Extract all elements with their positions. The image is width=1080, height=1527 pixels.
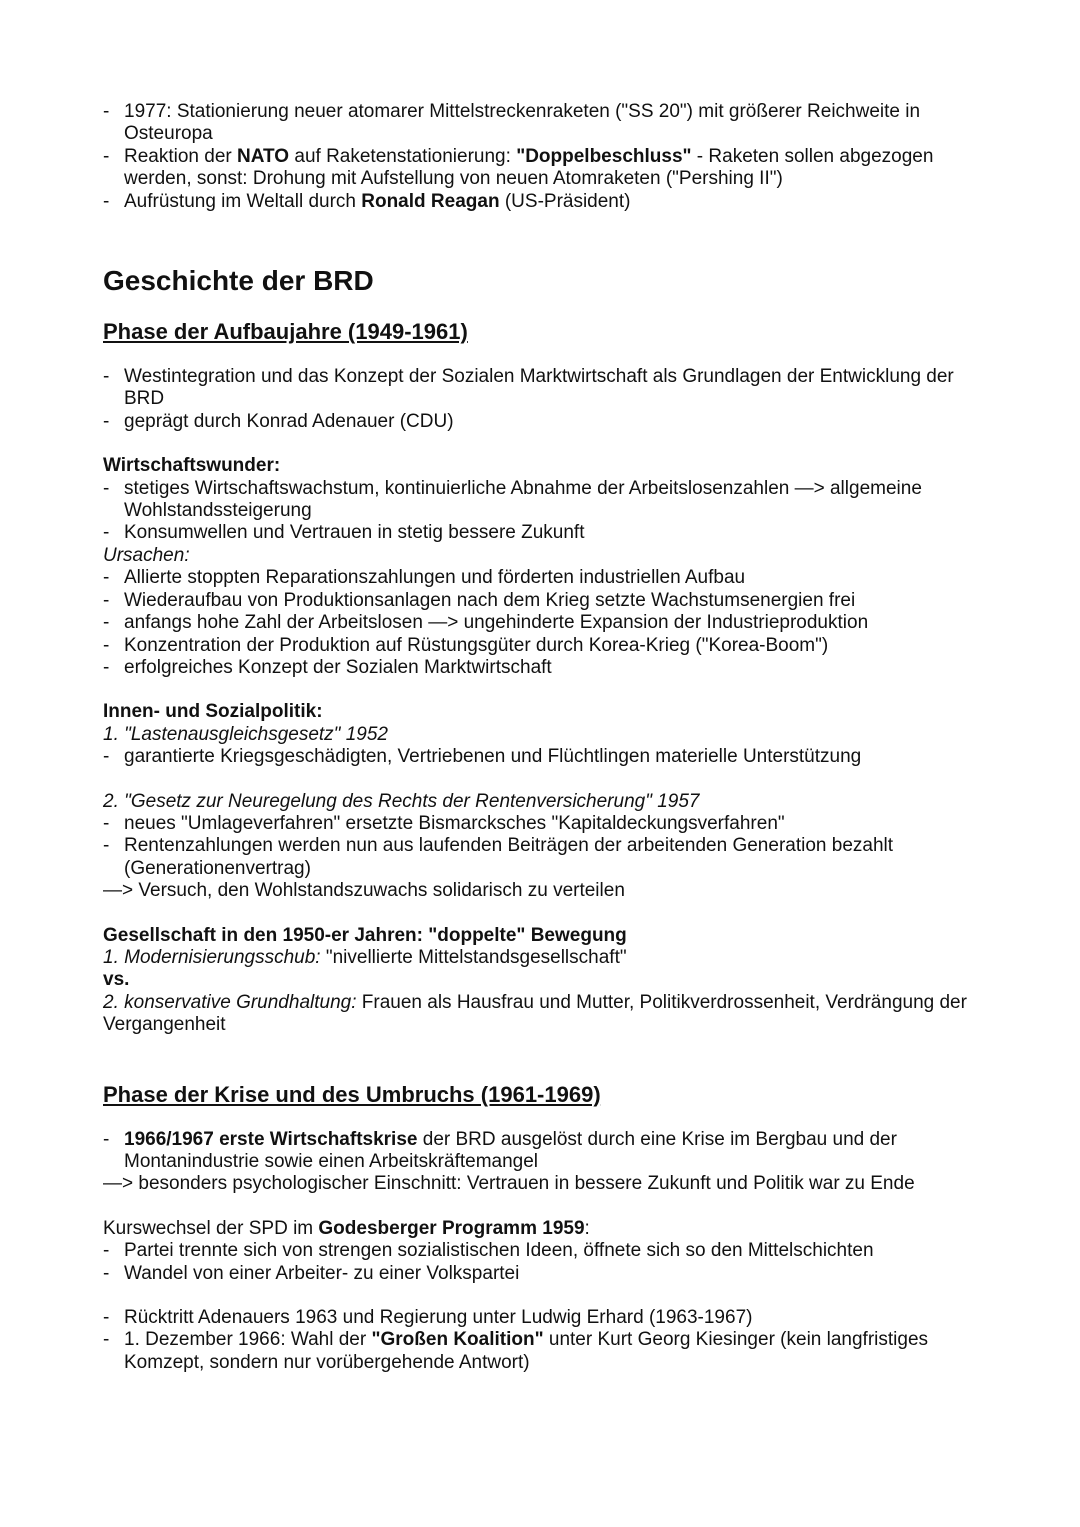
text: Kurswechsel der SPD im xyxy=(103,1217,319,1239)
list-item xyxy=(103,1129,983,1174)
law-title: 2. "Gesetz zur Neuregelung des Rechts der Rentenversicherung" 1957 xyxy=(103,790,700,812)
list-item: - Konzentration der Produktion auf Rüstungsgüter durch Korea-Krieg ("Korea-Boom") xyxy=(103,635,983,657)
ursachen-list xyxy=(103,567,983,679)
list-item: - garantierte Kriegsgeschädigten, Vertriebenen und Flüchtlingen materielle Unterstützung xyxy=(103,746,983,768)
list-item: - Rentenzahlungen werden nun aus laufenden Beiträgen der arbeitenden Generation bezahlt (Generationenvertrag) xyxy=(103,835,983,880)
conclusion-arrow: —> Versuch, den Wohlstandszuwachs solidarisch zu verteilen xyxy=(103,880,625,902)
item-text: Reaktion der xyxy=(124,145,238,167)
list-item: - Rücktritt Adenauers 1963 und Regierung unter Ludwig Erhard (1963-1967) xyxy=(103,1307,983,1329)
document-page xyxy=(103,101,983,1374)
subheading-gesellschaft: Gesellschaft in den 1950-er Jahren: "doppelte" Bewegung xyxy=(103,924,627,946)
paragraph xyxy=(103,1218,983,1240)
list-item xyxy=(103,101,983,146)
law-title: 1. "Lastenausgleichsgesetz" 1952 xyxy=(103,723,388,745)
paragraph xyxy=(103,992,983,1037)
phase1-list xyxy=(103,366,983,433)
item-text: 1. Dezember 1966: Wahl der xyxy=(124,1329,372,1351)
list-item: - geprägt durch Konrad Adenauer (CDU) xyxy=(103,411,983,433)
list-item: - Konsumwellen und Vertrauen in stetig bessere Zukunft xyxy=(103,522,983,544)
bold-text: "Doppelbeschluss" xyxy=(516,145,692,167)
government-list xyxy=(103,1307,983,1374)
item-text: (US-Präsident) xyxy=(499,190,631,212)
italic-text: 2. konservative Grundhaltung: xyxy=(103,991,357,1013)
item-text: auf Raketenstationierung: xyxy=(289,145,517,167)
conclusion-arrow: —> besonders psychologischer Einschnitt: Vertrauen in bessere Zukunft und Politik war zu Ende xyxy=(103,1173,915,1195)
item-text: - Raketen sollen abgezogen werden, sonst: Drohung mit Aufstellung von neuen Atomraketen ("Pershing II") xyxy=(124,145,934,190)
italic-text: 1. Modernisierungsschub: xyxy=(103,946,321,968)
list-item: - Partei trennte sich von strengen sozialistischen Ideen, öffnete sich so den Mittelschichten xyxy=(103,1240,983,1262)
law2-list xyxy=(103,813,983,880)
list-item: - Westintegration und das Konzept der Sozialen Marktwirtschaft als Grundlagen der Entwicklung der BRD xyxy=(103,366,983,411)
subheading-innenpolitik: Innen- und Sozialpolitik: xyxy=(103,701,323,723)
vs-label: vs. xyxy=(103,969,130,991)
list-item: - neues "Umlageverfahren" ersetzte Bismarcksches "Kapitaldeckungsverfahren" xyxy=(103,813,983,835)
item-text: der BRD ausgelöst durch eine Krise im Bergbau und der Montanindustrie sowie einen Arbeitskräftemangel xyxy=(124,1128,897,1172)
text: "nivellierte Mittelstandsgesellschaft" xyxy=(320,946,627,968)
subheading-wirtschaftswunder: Wirtschaftswunder: xyxy=(103,455,281,477)
bold-text: "Großen Koalition" xyxy=(371,1329,544,1351)
list-item xyxy=(103,191,983,213)
page-title: Geschichte der BRD xyxy=(103,265,374,297)
bold-text: NATO xyxy=(237,145,290,167)
item-text: unter Kurt Georg Kiesinger (kein langfristiges Komzept, sondern nur vorübergehende Antwort) xyxy=(124,1329,929,1373)
law1-list xyxy=(103,746,983,768)
spd-list xyxy=(103,1240,983,1285)
list-item: - anfangs hohe Zahl der Arbeitslosen —> ungehinderte Expansion der Industrieproduktion xyxy=(103,612,983,634)
phase2-list xyxy=(103,1129,983,1174)
list-item xyxy=(103,146,983,191)
bold-text: Ronald Reagan xyxy=(361,190,500,212)
bold-text: 1966/1967 erste Wirtschaftskrise xyxy=(124,1128,418,1150)
section-heading-phase1: Phase der Aufbaujahre (1949-1961) xyxy=(103,319,468,345)
list-item: - Allierte stoppten Reparationszahlungen und förderten industriellen Aufbau xyxy=(103,567,983,589)
wirtschaftswunder-list xyxy=(103,478,983,545)
paragraph xyxy=(103,947,983,969)
item-text: Aufrüstung im Weltall durch xyxy=(124,190,362,212)
bold-text: Godesberger Programm 1959 xyxy=(318,1217,585,1239)
list-item: - erfolgreiches Konzept der Sozialen Marktwirtschaft xyxy=(103,657,983,679)
list-item xyxy=(103,1329,983,1374)
subheading-ursachen: Ursachen: xyxy=(103,544,190,566)
text: Frauen als Hausfrau und Mutter, Politikverdrossenheit, Verdrängung der Vergangenheit xyxy=(103,991,967,1036)
intro-list xyxy=(103,101,983,213)
list-item: - stetiges Wirtschaftswachstum, kontinuierliche Abnahme der Arbeitslosenzahlen —> allgemeine Wohlstandssteigerung xyxy=(103,478,983,523)
section-heading-phase2: Phase der Krise und des Umbruchs (1961-1969) xyxy=(103,1081,601,1107)
text: : xyxy=(584,1217,590,1239)
list-item: - Wiederaufbau von Produktionsanlagen nach dem Krieg setzte Wachstumsenergien frei xyxy=(103,590,983,612)
list-item: - Wandel von einer Arbeiter- zu einer Volkspartei xyxy=(103,1263,983,1285)
item-text: 1977: Stationierung neuer atomarer Mittelstreckenraketen ("SS 20") mit größerer Reichweite in Osteuropa xyxy=(124,101,921,145)
